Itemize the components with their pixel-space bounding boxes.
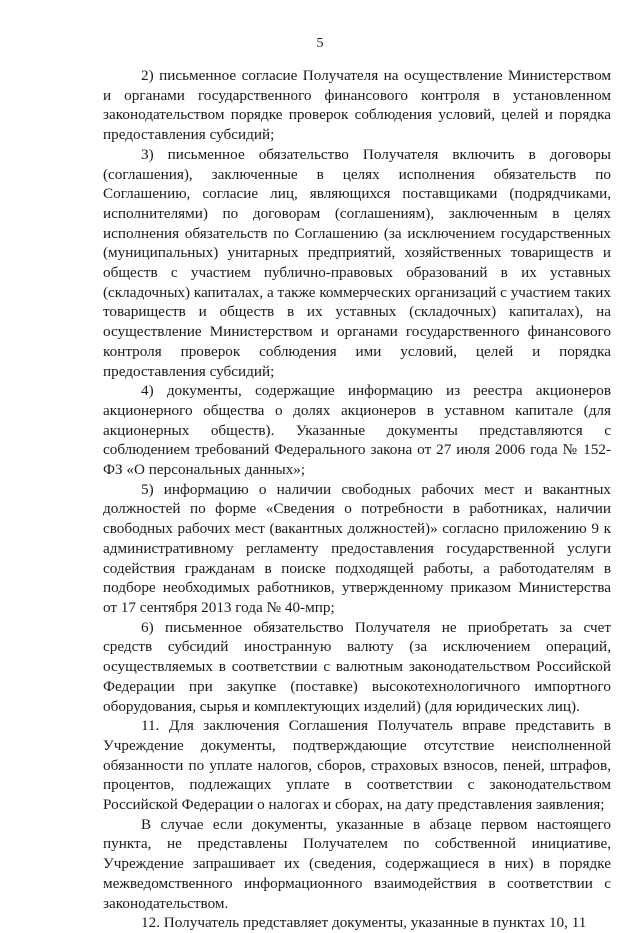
paragraph-clause-12: 12. Получатель представляет документы, указанные в пунктах 10, 11 [141, 914, 587, 932]
paragraph-clause-11-note: В случае если документы, указанные в абзаце первом настоящего пункта, не представлены Получателем по собственной инициативе, Учреждение запрашивает их (сведения, содержащиеся в них) в порядке межведомственного информационного взаимодействия в соответствии с законодательством. [103, 815, 611, 912]
paragraph-item-3: 3) письменное обязательство Получателя включить в договоры (соглашения), заключенные в целях исполнения обязательств по Соглашению, согласие лиц, являющихся поставщиками (подрядчиками, исполнителями) по договорам (соглашениям), заключенным в целях исполнения обязательств по Соглашению (за исключением государственных (муниципальных) унитарных предприятий, хозяйственных товариществ и обществ с участием публично-правовых образований в их уставных (складочных) капиталах, а также коммерческих организаций с участием таких товариществ и обществ в их уставных (складочных) капиталах), на осуществление Министерством и органами государственного финансового контроля проверок соблюдения ими условий, целей и порядка предоставления субсидий; [103, 145, 611, 380]
paragraph-item-6: 6) письменное обязательство Получателя не приобретать за счет средств субсидий иностранную валюту (за исключением операций, осуществляемых в соответствии с валютным законодательством Российской Федерации при закупке (поставке) высокотехнологичного импортного оборудования, сырья и комплектующих изделий) (для юридических лиц). [103, 618, 611, 715]
paragraph-item-4: 4) документы, содержащие информацию из реестра акционеров акционерного общества о долях акционеров в уставном капитале (для акционерных обществ). Указанные документы представляются с соблюдением требований Федерального закона от 27 июля 2006 года № 152-ФЗ «О персональных данных»; [103, 382, 611, 479]
paragraph-item-5: 5) информацию о наличии свободных рабочих мест и вакантных должностей по форме «Сведения о потребности в работниках, наличии свободных рабочих мест (вакантных должностей)» согласно приложению 9 к административному регламенту предоставления государственной услуги содействия гражданам в поиске подходящей работы, а работодателям в подборе необходимых работников, утвержденному приказом Министерства от 17 сентября 2013 года № 40-мпр; [103, 480, 611, 616]
page-number: 5 [316, 36, 324, 51]
paragraph-item-2: 2) письменное согласие Получателя на осуществление Министерством и органами государственного финансового контроля в установленном законодательством порядке проверок соблюдения условий, целей и порядка предоставления субсидий; [103, 67, 611, 144]
document-body [103, 66, 611, 933]
paragraph-clause-11: 11. Для заключения Соглашения Получатель вправе представить в Учреждение документы, подтверждающие отсутствие неисполненной обязанности по уплате налогов, сборов, страховых взносов, пеней, штрафов, процентов, подлежащих уплате в соответствии с законодательством Российской Федерации о налогах и сборах, на дату представления заявления; [103, 717, 611, 814]
